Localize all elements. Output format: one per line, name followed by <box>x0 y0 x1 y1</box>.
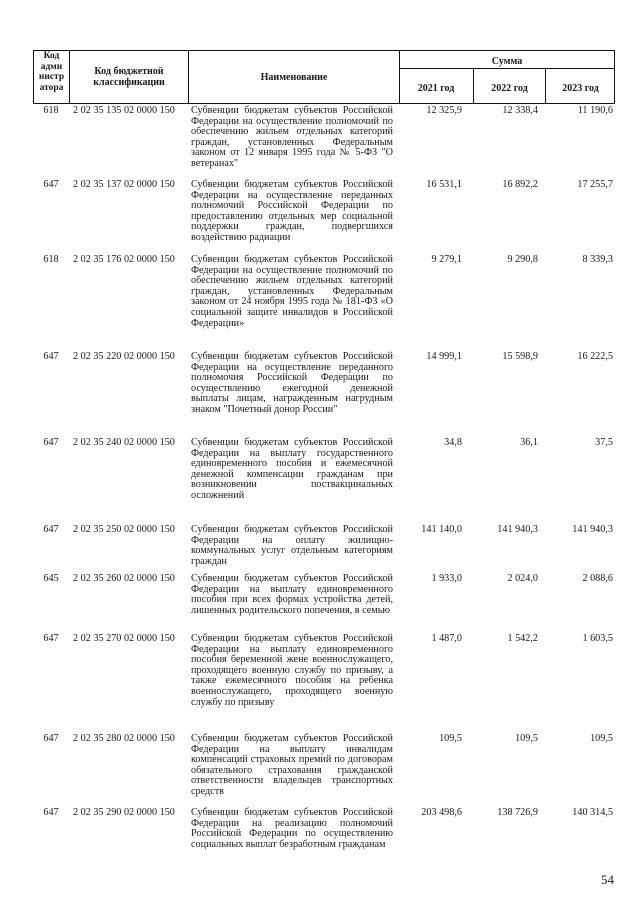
value-2021: 34,8 <box>444 437 462 448</box>
budget-code: 2 02 35 240 02 0000 150 <box>73 437 175 448</box>
value-2022: 138 726,9 <box>497 807 538 818</box>
value-2022: 15 598,9 <box>502 351 538 362</box>
value-2022: 1 542,2 <box>507 633 538 644</box>
value-2023: 11 190,6 <box>577 105 613 116</box>
value-2021: 141 140,0 <box>421 524 462 535</box>
value-2023: 140 314,5 <box>572 807 613 818</box>
value-2021: 9 279,1 <box>431 254 462 265</box>
value-2022: 9 290,8 <box>507 254 538 265</box>
budget-code: 2 02 35 250 02 0000 150 <box>73 524 175 535</box>
value-2022: 109,5 <box>515 733 538 744</box>
header-divider <box>188 50 189 104</box>
value-2021: 1 933,0 <box>431 573 462 584</box>
value-2023: 17 255,7 <box>577 179 613 190</box>
value-2023: 1 603,5 <box>582 633 613 644</box>
budget-code: 2 02 35 135 02 0000 150 <box>73 105 175 116</box>
admin-code: 647 <box>43 524 59 535</box>
admin-code: 645 <box>43 573 59 584</box>
header-budget-code: Код бюджетной классификации <box>93 66 165 88</box>
value-2022: 12 338,4 <box>502 105 538 116</box>
header-year-2023: 2023 год <box>562 83 599 94</box>
budget-code: 2 02 35 270 02 0000 150 <box>73 633 175 644</box>
row-name: Субвенции бюджетам субъектов Российской Федерации на реализацию полномочий Российской Федерации по осуществлению социальных выплат безработным гражданам <box>191 807 393 850</box>
value-2023: 2 088,6 <box>582 573 613 584</box>
budget-code: 2 02 35 137 02 0000 150 <box>73 179 175 190</box>
admin-code: 647 <box>43 633 59 644</box>
value-2023: 141 940,3 <box>572 524 613 535</box>
value-2023: 109,5 <box>590 733 613 744</box>
value-2021: 1 487,0 <box>431 633 462 644</box>
value-2021: 12 325,9 <box>426 105 462 116</box>
budget-code: 2 02 35 176 02 0000 150 <box>73 254 175 265</box>
header-admin-code: Код адми нистр атора <box>38 51 65 93</box>
header-divider <box>399 68 615 69</box>
budget-code: 2 02 35 260 02 0000 150 <box>73 573 175 584</box>
value-2022: 36,1 <box>520 437 538 448</box>
value-2022: 2 024,0 <box>507 573 538 584</box>
value-2022: 141 940,3 <box>497 524 538 535</box>
row-name: Субвенции бюджетам субъектов Российской Федерации на выплату единовременного пособия при всех формах устройства детей, лишенных родительского попечения, в семью <box>191 573 393 616</box>
row-name: Субвенции бюджетам субъектов Российской Федерации на выплату государственного единовременного пособия и ежемесячной денежной компенсации гражданам при возникновении поствакцинальных осложнений <box>191 437 393 501</box>
admin-code: 647 <box>43 807 59 818</box>
admin-code: 618 <box>43 254 59 265</box>
value-2021: 109,5 <box>439 733 462 744</box>
admin-code: 647 <box>43 437 59 448</box>
row-name: Субвенции бюджетам субъектов Российской Федерации на осуществление переданных полномочий Российской Федерации по предоставлению отдельных мер социальной поддержки граждан, подвергшихся воздействию радиации <box>191 179 393 243</box>
budget-code: 2 02 35 290 02 0000 150 <box>73 807 175 818</box>
admin-code: 647 <box>43 351 59 362</box>
row-name: Субвенции бюджетам субъектов Российской Федерации на выплату единовременного пособия беременной жене военнослужащего, проходящего военную службу по призыву, а также ежемесячного пособия на ребенка военнослужащего, проходящего военную службу по призыву <box>191 633 393 708</box>
header-name: Наименование <box>260 72 328 83</box>
header-sum: Сумма <box>491 56 523 67</box>
value-2023: 37,5 <box>595 437 613 448</box>
row-name: Субвенции бюджетам субъектов Российской Федерации на осуществление полномочий по обеспечению жильем отдельных категорий граждан, установленных Федеральным законом от 12 января 1995 года № 5-ФЗ "О ветеранах" <box>191 105 393 169</box>
row-name: Субвенции бюджетам субъектов Российской Федерации на осуществление полномочий по обеспечению жильем отдельных категорий граждан, установленных Федеральным законом от 24 ноября 1995 года № 181-ФЗ «О социальной защите инвалидов в Российской Федерации» <box>191 254 393 329</box>
value-2023: 16 222,5 <box>577 351 613 362</box>
admin-code: 618 <box>43 105 59 116</box>
page-number: 54 <box>601 872 614 887</box>
budget-code: 2 02 35 220 02 0000 150 <box>73 351 175 362</box>
row-name: Субвенции бюджетам субъектов Российской Федерации на осуществление переданного полномочия Российской Федерации по осуществлению ежегодной денежной выплаты лицам, награжденным нагрудным знаком "Почетный донор России" <box>191 351 393 415</box>
admin-code: 647 <box>43 733 59 744</box>
value-2022: 16 892,2 <box>502 179 538 190</box>
budget-code: 2 02 35 280 02 0000 150 <box>73 733 175 744</box>
row-name: Субвенции бюджетам субъектов Российской Федерации на оплату жилищно-коммунальных услуг отдельным категориям граждан <box>191 524 393 567</box>
header-divider <box>69 50 70 104</box>
value-2021: 203 498,6 <box>421 807 462 818</box>
value-2023: 8 339,3 <box>582 254 613 265</box>
value-2021: 16 531,1 <box>426 179 462 190</box>
admin-code: 647 <box>43 179 59 190</box>
header-year-2022: 2022 год <box>491 83 528 94</box>
header-year-2021: 2021 год <box>417 83 455 94</box>
row-name: Субвенции бюджетам субъектов Российской Федерации на выплату инвалидам компенсаций страховых премий по договорам обязательного страхования гражданской ответственности владельцев транспортных средств <box>191 733 393 797</box>
value-2021: 14 999,1 <box>426 351 462 362</box>
